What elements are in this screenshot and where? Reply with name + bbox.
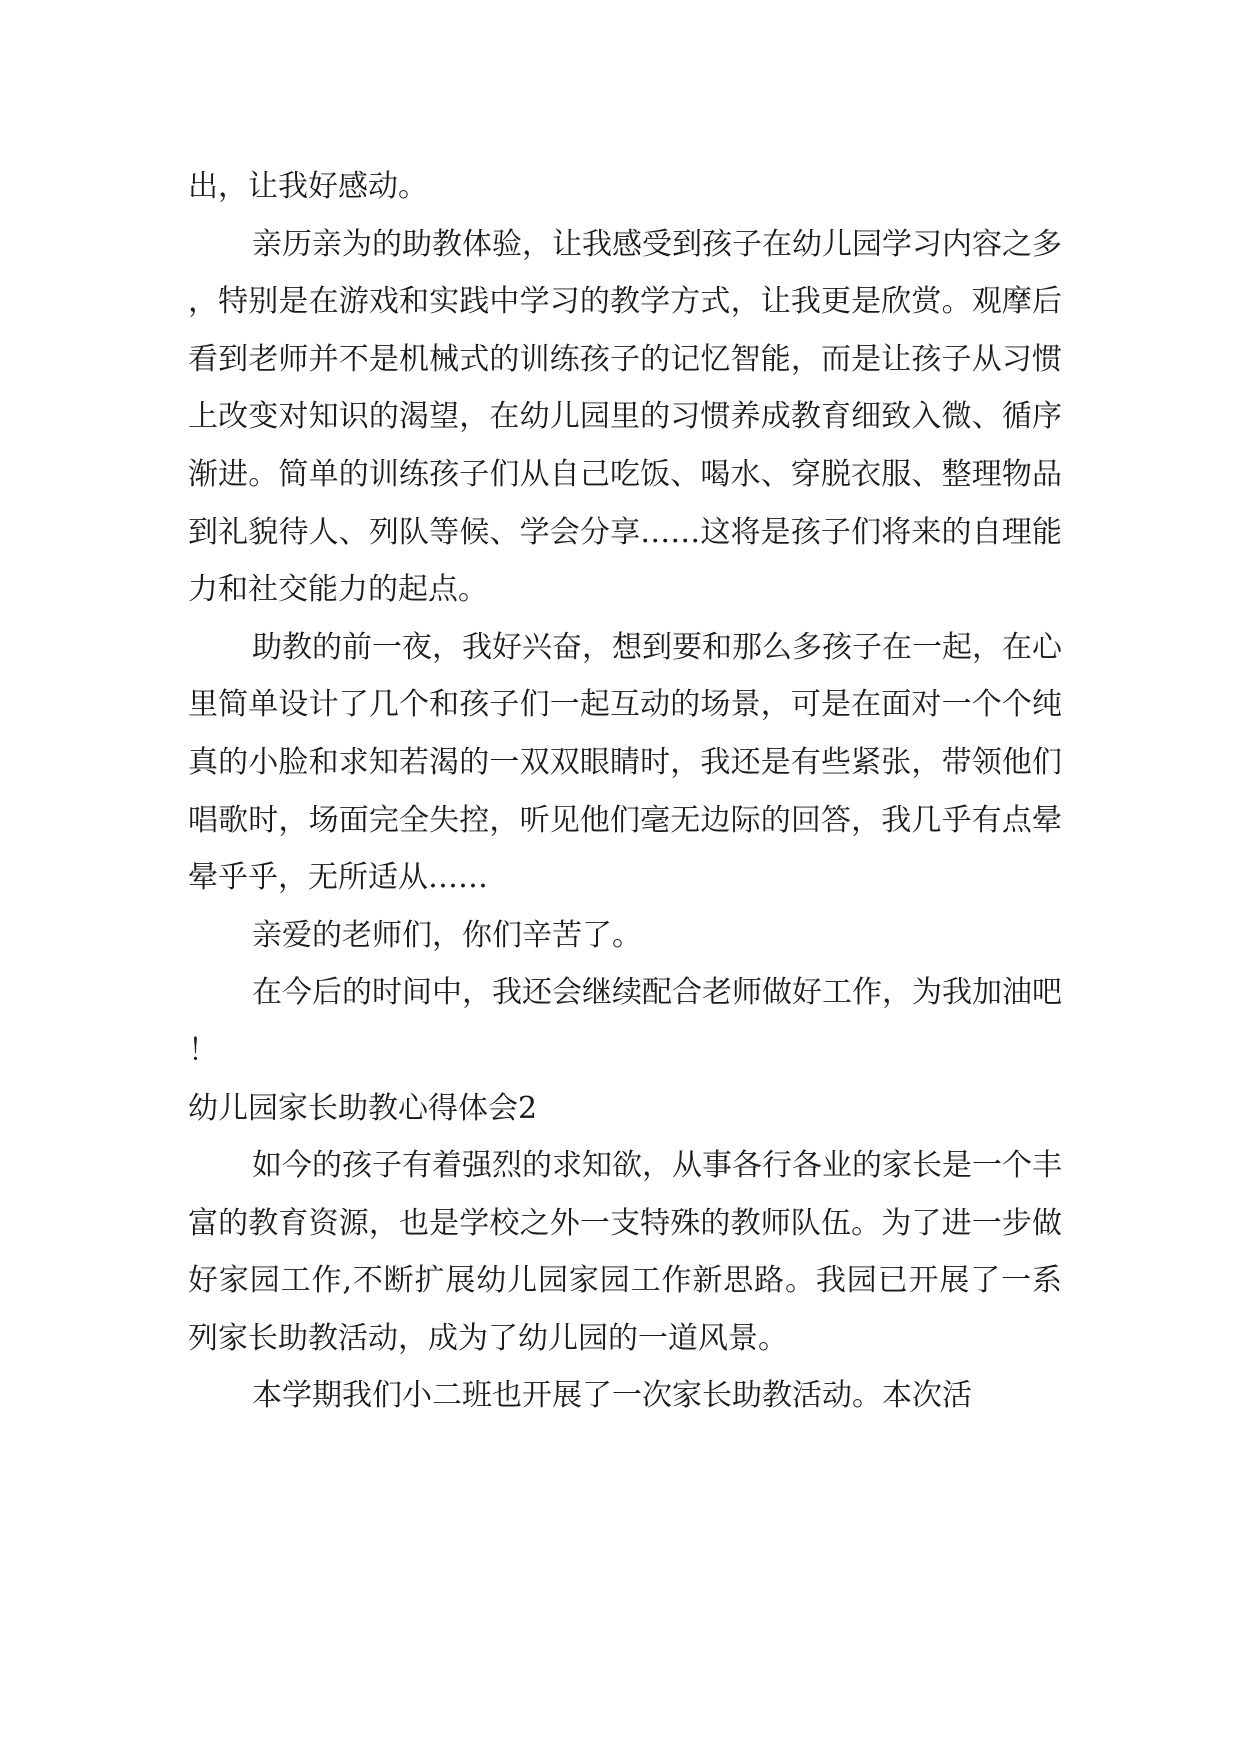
- section-heading: 幼儿园家长助教心得体会2: [188, 1090, 538, 1126]
- paragraph-continuation: 出，让我好感动。: [188, 169, 428, 204]
- paragraph-future-cooperation: 在今后的时间中，我还会继续配合老师做好工作，为我加油吧！: [188, 975, 1062, 1068]
- paragraph-class-activity: 本学期我们小二班也开展了一次家长助教活动。本次活: [252, 1378, 972, 1414]
- paragraph-teaching-experience: 亲历亲为的助教体验，让我感受到孩子在幼儿园学习内容之多，特别是在游戏和实践中学习的教学方式，让我更是欣赏。观摩后看到老师并不是机械式的训练孩子的记忆智能，而是让孩子从习惯上改变对知识的渴望，在幼儿园里的习惯养成教育细致入微、循序渐进。简单的训练孩子们从自己吃饭、喝水、穿脱衣服、整理物品到礼貌待人、列队等候、学会分享……这将是孩子们将来的自理能力和社交能力的起点。: [188, 226, 1062, 608]
- document-body: [188, 158, 1062, 1425]
- paragraph-night-before: 助教的前一夜，我好兴奋，想到要和那么多孩子在一起，在心里简单设计了几个和孩子们一起互动的场景，可是在面对一个个纯真的小脸和求知若渴的一双双眼睛时，我还是有些紧张，带领他们唱歌时，场面完全失控，听见他们毫无边际的回答，我几乎有点晕晕乎乎，无所适从……: [188, 629, 1062, 896]
- paragraph-thanks-teachers: 亲爱的老师们，你们辛苦了。: [252, 917, 642, 953]
- paragraph-parent-resource: 如今的孩子有着强烈的求知欲，从事各行各业的家长是一个丰富的教育资源，也是学校之外一支特殊的教师队伍。为了进一步做好家园工作,不断扩展幼儿园家园工作新思路。我园已开展了一系列家长助教活动，成为了幼儿园的一道风景。: [188, 1148, 1062, 1356]
